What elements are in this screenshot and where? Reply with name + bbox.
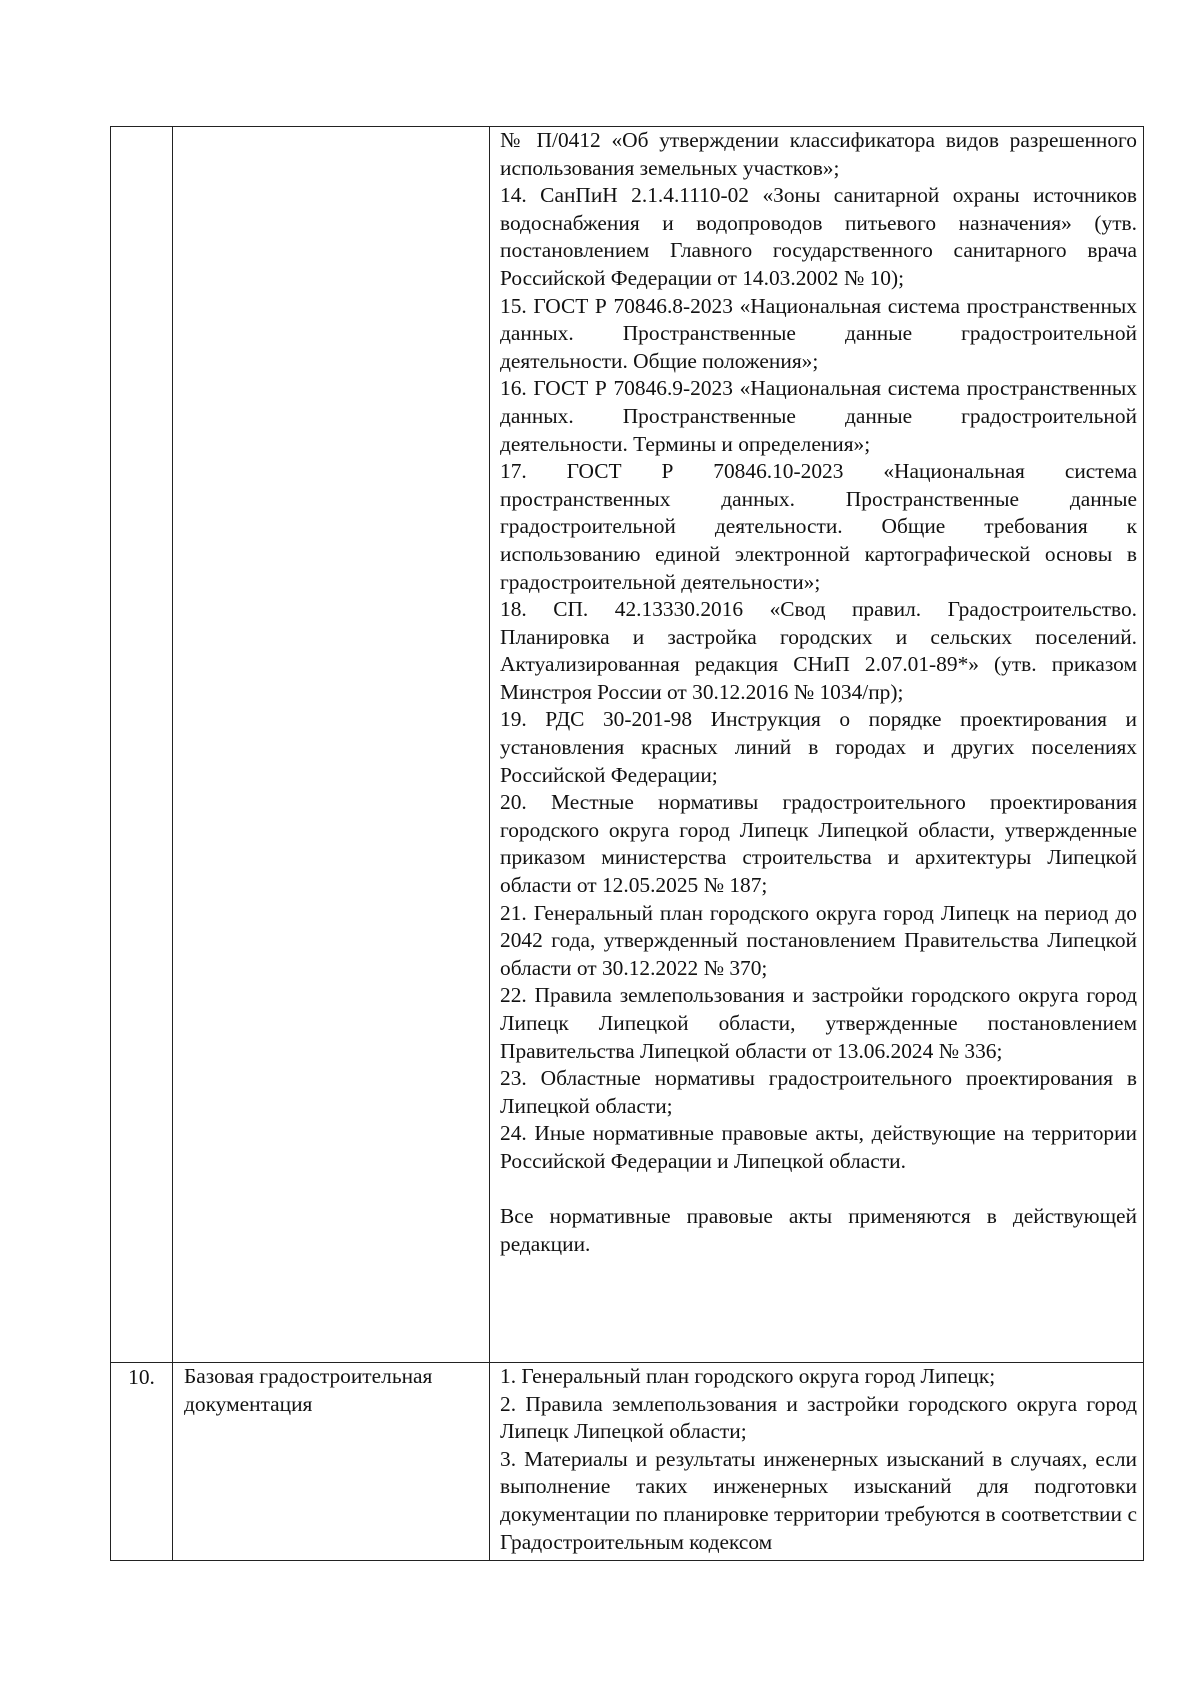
description-paragraph: 24. Иные нормативные правовые акты, действующие на территории Российской Федерации и Липецкой области. <box>500 1121 1137 1173</box>
requirements-table <box>110 126 1144 1561</box>
description-paragraph: 15. ГОСТ Р 70846.8-2023 «Национальная система пространственных данных. Пространственные данные градостроительной деятельности. Общие положения»; <box>500 293 1137 373</box>
row-name-cell <box>173 1363 490 1561</box>
description-paragraph: 20. Местные нормативы градостроительного проектирования городского округа город Липецк Липецкой области, утвержденные приказом министерства строительства и архитектуры Липецкой области от 12.05.2025 № 187; <box>500 790 1137 898</box>
description-paragraph: 23. Областные нормативы градостроительного проектирования в Липецкой области; <box>500 1066 1137 1118</box>
row-description-cell <box>490 127 1144 1363</box>
row-name-cell <box>173 127 490 1363</box>
row-number-cell <box>111 127 173 1363</box>
row-number: 10. <box>128 1365 155 1389</box>
description-paragraph: 1. Генеральный план городского округа город Липецк; <box>500 1364 996 1388</box>
row-name: Базовая градостроительная документация <box>184 1364 433 1416</box>
row-number-cell <box>111 1363 173 1561</box>
row-description-cell <box>490 1363 1144 1561</box>
description-paragraph: Все нормативные правовые акты применяются в действующей редакции. <box>500 1204 1137 1256</box>
description-paragraph: 14. СанПиН 2.1.4.1110-02 «Зоны санитарной охраны источников водоснабжения и водопроводов питьевого назначения» (утв. постановлением Главного государственного санитарного врача Российской Федерации от 14.03.2002 № 10); <box>500 183 1137 290</box>
paragraph-spacer <box>500 1176 1137 1204</box>
description-paragraph: 18. СП. 42.13330.2016 «Свод правил. Градостроительство. Планировка и застройка городских и сельских поселений. Актуализированная редакция СНиП 2.07.01-89*» (утв. приказом Минстроя России от 30.12.2016 № 1034/пр); <box>500 597 1137 704</box>
description-paragraph: 21. Генеральный план городского округа город Липецк на период до 2042 года, утвержденный постановлением Правительства Липецкой области от 30.12.2022 № 370; <box>500 900 1137 980</box>
table-row <box>111 127 1144 1363</box>
description-paragraph: 17. ГОСТ Р 70846.10-2023 «Национальная система пространственных данных. Пространственные данные градостроительной деятельности. Общие требования к использованию единой электронной картографической основы в градостроительной деятельности»; <box>500 459 1137 594</box>
description-paragraph: № П/0412 «Об утверждении классификатора видов разрешенного использования земельных участков»; <box>500 128 1137 180</box>
description-paragraph: 22. Правила землепользования и застройки городского округа город Липецк Липецкой области, утвержденные постановлением Правительства Липецкой области от 13.06.2024 № 336; <box>500 983 1137 1063</box>
description-paragraph: 2. Правила землепользования и застройки городского округа город Липецк Липецкой области; <box>500 1391 1137 1444</box>
table-row <box>111 1363 1144 1561</box>
description-paragraph: 3. Материалы и результаты инженерных изысканий в случаях, если выполнение таких инженерных изысканий для подготовки документации по планировке территории требуются в соответствии с Градостроительным кодексом <box>500 1446 1137 1554</box>
description-paragraph: 16. ГОСТ Р 70846.9-2023 «Национальная система пространственных данных. Пространственные данные градостроительной деятельности. Термины и определения»; <box>500 376 1137 456</box>
description-paragraph: 19. РДС 30-201-98 Инструкция о порядке проектирования и установления красных линий в городах и других поселениях Российской Федерации; <box>500 707 1137 787</box>
